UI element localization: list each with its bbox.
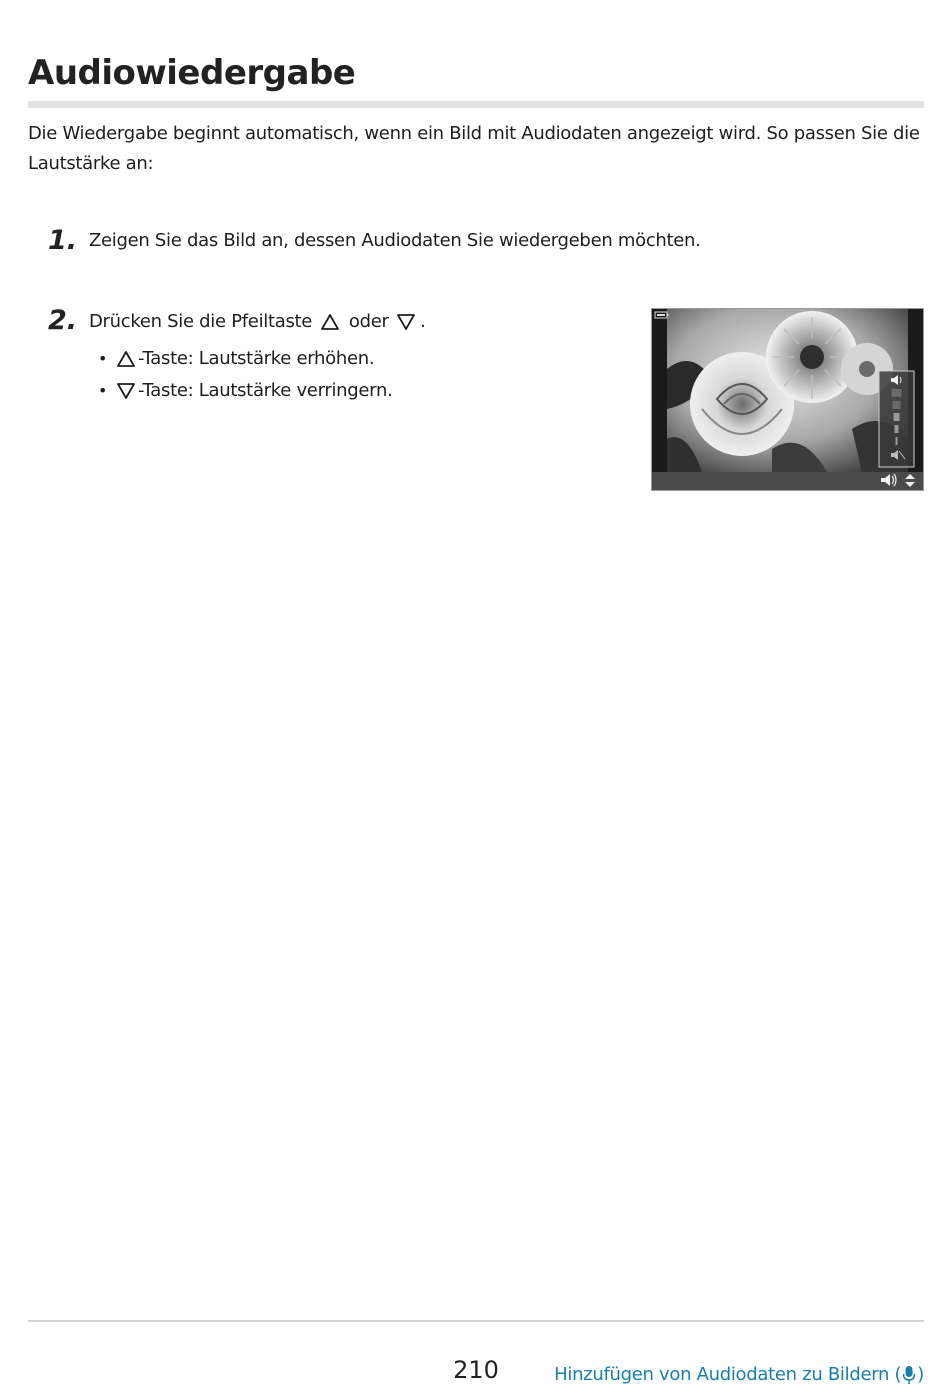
bullet-volume-down (98, 380, 393, 401)
up-triangle-icon (320, 313, 340, 331)
footer-rule (28, 1320, 924, 1322)
flower-photo (652, 309, 923, 490)
up-triangle-icon (116, 350, 136, 368)
footer-link-text[interactable]: Hinzufügen von Audiodaten zu Bildern ( (554, 1364, 902, 1385)
footer-link-close[interactable]: ) (917, 1364, 924, 1385)
step-2-text-before: Drücken Sie die Pfeiltaste (89, 311, 313, 332)
step-2-text (89, 311, 425, 332)
bullet-dot: • (98, 349, 108, 368)
volume-level-bar (896, 437, 898, 445)
step-1-text: Zeigen Sie das Bild an, dessen Audiodaten Sie wiedergeben möchten. (89, 230, 701, 251)
bullet-dot: • (98, 381, 108, 400)
footer-section-link[interactable] (554, 1364, 924, 1385)
down-triangle-icon (396, 313, 416, 331)
step-2-text-after: . (420, 311, 426, 332)
step-1-number: 1. (48, 225, 78, 256)
volume-level-bar (895, 425, 899, 433)
volume-level-bar (892, 389, 902, 397)
volume-level-bar (893, 401, 901, 409)
page-title: Audiowiedergabe (28, 53, 356, 93)
intro-paragraph: Die Wiedergabe beginnt automatisch, wenn ein Bild mit Audiodaten angezeigt wird. So passen Sie die Lautstärke an: (28, 123, 920, 174)
microphone-icon (902, 1365, 916, 1385)
volume-level-bar (894, 413, 900, 421)
step-2-number: 2. (48, 305, 78, 336)
volume-panel (879, 371, 914, 467)
down-triangle-icon (116, 382, 136, 400)
title-underline (28, 101, 924, 108)
page-number: 210 (453, 1356, 499, 1384)
step-2-text-middle: oder (348, 311, 389, 332)
camera-screen-illustration (651, 308, 924, 491)
bullet-volume-up-text: -Taste: Lautstärke erhöhen. (138, 348, 375, 369)
bullet-volume-down-text: -Taste: Lautstärke verringern. (138, 380, 393, 401)
bullet-volume-up (98, 348, 374, 369)
